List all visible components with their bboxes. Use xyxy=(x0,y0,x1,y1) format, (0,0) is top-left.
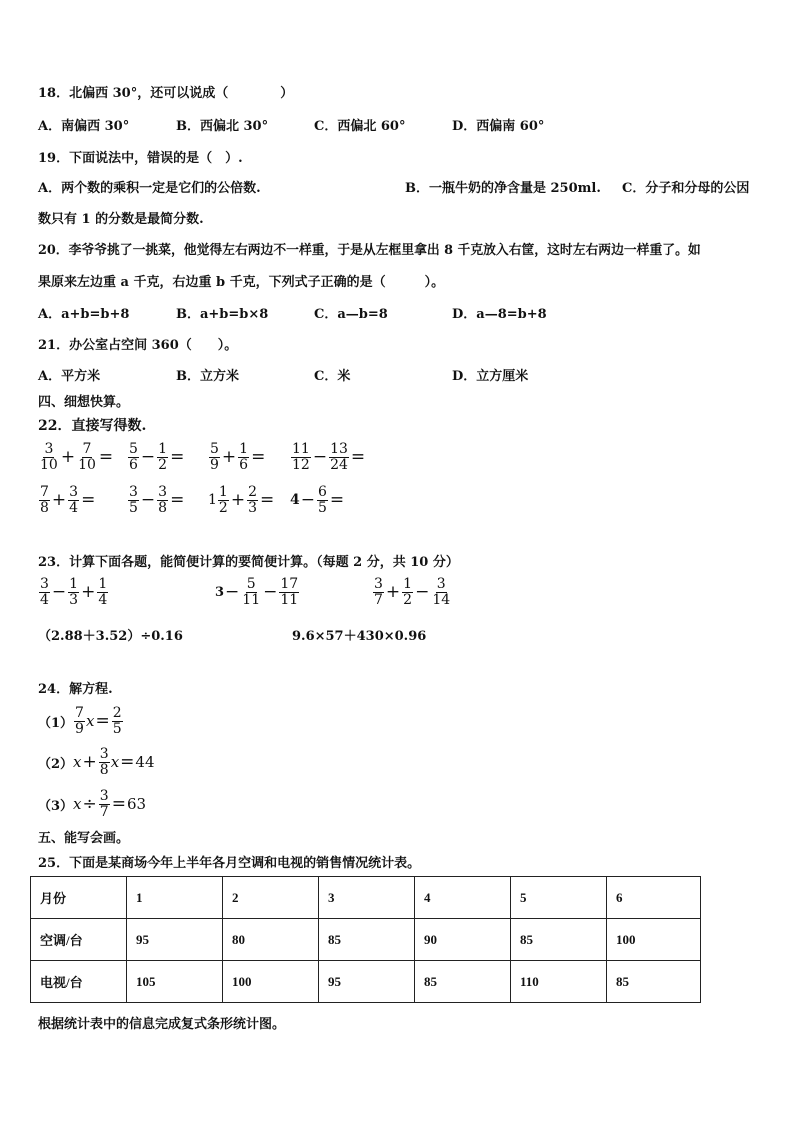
q18-option-d: D．西偏南 60° xyxy=(452,119,545,134)
q18-option-c: C．西偏北 60° xyxy=(314,119,406,134)
table-cell: 80 xyxy=(223,919,319,961)
q20-option-b: B．a+b=b×8 xyxy=(176,307,269,322)
q22-item-2: $\frac{5}{6}$ − $\frac{1}{2}$ = xyxy=(129,441,185,473)
q22-stem: 22．直接写得数. xyxy=(38,418,147,434)
q23-expr-3: $\frac{3}{7}$ + $\frac{1}{2}$ − $\frac{3}{14}$ xyxy=(374,576,451,608)
q19-option-c-cont: 数只有 1 的分数是最简分数. xyxy=(38,212,204,227)
table-cell: 85 xyxy=(415,961,511,1003)
q18-option-a: A．南偏西 30° xyxy=(38,119,130,134)
table-cell: 电视/台 xyxy=(31,961,127,1003)
q19-option-b: B．一瓶牛奶的净含量是 250ml. xyxy=(405,181,601,196)
q22-item-3: $\frac{5}{9}$ + $\frac{1}{6}$ = xyxy=(210,441,266,473)
table-cell: 空调/台 xyxy=(31,919,127,961)
table-cell: 90 xyxy=(415,919,511,961)
q24-stem: 24．解方程. xyxy=(38,682,113,697)
table-cell: 6 xyxy=(607,877,701,919)
table-cell: 105 xyxy=(127,961,223,1003)
q23-expr-1: $\frac{3}{4}$ − $\frac{1}{3}$ + $\frac{1}{4}$ xyxy=(40,576,108,608)
q22-item-1: $\frac{3}{10}$ + $\frac{7}{10}$ = xyxy=(40,441,114,473)
table-cell: 95 xyxy=(319,961,415,1003)
q18-option-b: B．西偏北 30° xyxy=(176,119,269,134)
q21-option-d: D．立方厘米 xyxy=(452,369,529,384)
table-cell: 1 xyxy=(127,877,223,919)
table-cell: 2 xyxy=(223,877,319,919)
q21-stem: 21．办公室占空间 360（ ）。 xyxy=(38,338,238,353)
q21-option-b: B．立方米 xyxy=(176,369,239,384)
q24-equation-2: （2） x + $\frac{3}{8}$ x = 44 xyxy=(38,746,155,778)
table-cell: 85 xyxy=(607,961,701,1003)
q22-item-5: $\frac{7}{8}$ + $\frac{3}{4}$ = xyxy=(40,484,96,516)
q22-item-7: 1 $\frac{1}{2}$ + $\frac{2}{3}$ = xyxy=(208,484,275,516)
q25-footer: 根据统计表中的信息完成复式条形统计图。 xyxy=(38,1017,286,1032)
q21-option-c: C．米 xyxy=(314,369,351,384)
q22-item-6: $\frac{3}{5}$ − $\frac{3}{8}$ = xyxy=(129,484,185,516)
q24-equation-3: （3） x ÷ $\frac{3}{7}$ = 63 xyxy=(38,788,147,820)
q23-expr-2: 3 − $\frac{5}{11}$ − $\frac{17}{11}$ xyxy=(215,576,299,608)
q25-stem: 25．下面是某商场今年上半年各月空调和电视的销售情况统计表。 xyxy=(38,856,421,871)
q22-item-8: 4 − $\frac{6}{5}$ = xyxy=(290,484,345,516)
q20-stem-line2: 果原来左边重 a 千克，右边重 b 千克，下列式子正确的是（ ）。 xyxy=(38,275,445,290)
q20-option-d: D．a—8=b+8 xyxy=(452,307,547,322)
table-cell: 85 xyxy=(319,919,415,961)
table-cell: 95 xyxy=(127,919,223,961)
section-4-heading: 四、细想快算。 xyxy=(38,395,130,410)
table-cell: 4 xyxy=(415,877,511,919)
q21-option-a: A．平方米 xyxy=(38,369,101,384)
q18-stem: 18．北偏西 30°，还可以说成（ ） xyxy=(38,86,294,101)
sales-table xyxy=(30,876,701,1003)
q19-option-c: C．分子和分母的公因 xyxy=(622,181,750,196)
q19-option-a: A．两个数的乘积一定是它们的公倍数. xyxy=(38,181,261,196)
table-cell: 100 xyxy=(223,961,319,1003)
table-cell: 85 xyxy=(511,919,607,961)
q23-expr-4: （2.88＋3.52）÷0.16 xyxy=(38,629,183,644)
q24-equation-1: （1） $\frac{7}{9}$ x = $\frac{2}{5}$ xyxy=(38,705,122,737)
table-cell: 月份 xyxy=(31,877,127,919)
table-cell: 100 xyxy=(607,919,701,961)
table-cell: 110 xyxy=(511,961,607,1003)
table-cell: 3 xyxy=(319,877,415,919)
q22-item-4: $\frac{11}{12}$ − $\frac{13}{24}$ = xyxy=(292,441,366,473)
q20-option-c: C．a—b=8 xyxy=(314,307,388,322)
q23-stem: 23．计算下面各题，能简便计算的要简便计算。（每题 2 分，共 10 分） xyxy=(38,555,459,570)
table-row xyxy=(31,877,701,919)
q23-expr-5: 9.6×57＋430×0.96 xyxy=(292,629,427,644)
table-row xyxy=(31,919,701,961)
table-row xyxy=(31,961,701,1003)
table-cell: 5 xyxy=(511,877,607,919)
q20-stem-line1: 20．李爷爷挑了一挑菜，他觉得左右两边不一样重，于是从左框里拿出 8 千克放入右筐，这时左右两边一样重了。如 xyxy=(38,243,701,258)
section-5-heading: 五、能写会画。 xyxy=(38,831,130,846)
q20-option-a: A．a+b=b+8 xyxy=(38,307,130,322)
q19-stem: 19．下面说法中，错误的是（ ）. xyxy=(38,151,243,166)
